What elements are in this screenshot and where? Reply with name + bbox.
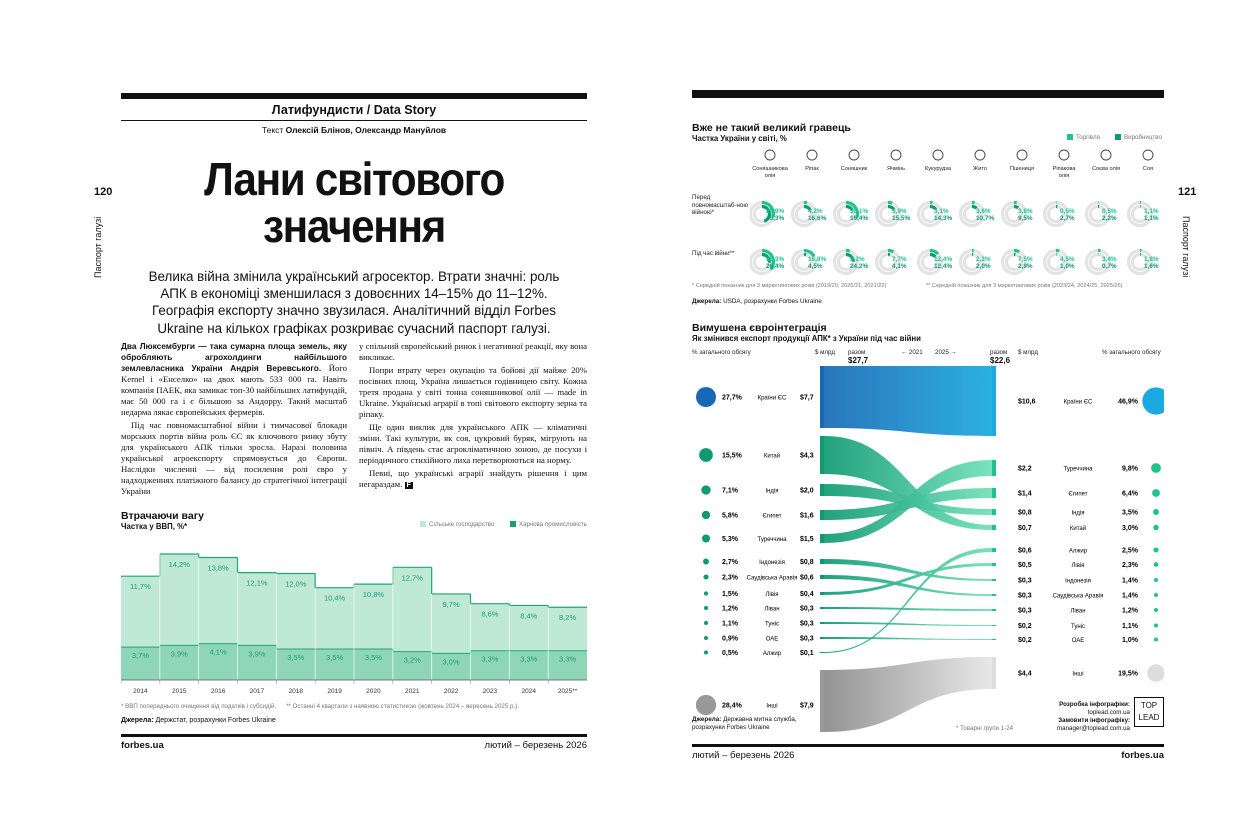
trade-value-label: 3,4% — [1102, 256, 1117, 263]
value-2025: $0,6 — [1018, 547, 1032, 555]
prod-value-label: 4,5% — [808, 263, 823, 270]
page-number: 120 — [94, 186, 113, 198]
share-2025: 19,5% — [1118, 670, 1138, 678]
share-2021: 27,7% — [722, 394, 742, 402]
share-2021: 28,4% — [722, 702, 742, 710]
prod-value-label: 16,6% — [808, 215, 827, 222]
year-tick-label: 2024 — [521, 688, 536, 695]
bar-2021 — [820, 484, 824, 496]
year-tick-label: 2021 — [405, 688, 420, 695]
value-2025: $4,4 — [1018, 670, 1032, 678]
crop-name-line2: олія — [764, 173, 776, 179]
rye-icon — [975, 150, 985, 160]
value-2021: $0,8 — [800, 559, 814, 566]
side-label: Паспорт галузі — [1181, 216, 1191, 278]
bar-2021 — [820, 637, 824, 639]
year-tick-label: 2014 — [133, 688, 148, 695]
section-header: Латифундисти / Data Story — [271, 103, 437, 117]
year-tick-label: 2020 — [366, 688, 381, 695]
bubble-2025 — [1154, 562, 1159, 567]
bubble-2021 — [699, 448, 713, 462]
bubble-2021 — [701, 485, 710, 494]
top-rule — [692, 90, 1164, 98]
share-2025: 1,0% — [1122, 637, 1138, 644]
bar-2025 — [992, 460, 996, 476]
agri-value-label: 10,8% — [362, 590, 385, 600]
country-2025: ОАЕ — [1071, 638, 1085, 644]
bar-2025 — [992, 488, 996, 498]
bubble-2021 — [704, 651, 708, 655]
bar-2025 — [992, 509, 996, 515]
crop-name: Ячмінь — [886, 166, 906, 172]
country-2021: Єгипет — [762, 513, 782, 520]
header-arrow-2021: ← 2021 — [901, 349, 923, 356]
value-2025: $2,2 — [1018, 465, 1032, 473]
crop-name-line2: олія — [1058, 173, 1070, 179]
footer-site: forbes.ua — [1121, 750, 1164, 761]
agri-value-label: 11,7% — [130, 582, 151, 592]
bar-2021 — [820, 510, 824, 520]
crop-name: Ріпак — [805, 166, 819, 172]
bar-2021 — [820, 652, 824, 653]
oil-drop-icon — [1059, 150, 1069, 160]
crop-name: Ріпакова — [1052, 166, 1076, 172]
note-war: ** Середній показник для 3 маркетингових років (2023/24, 2024/25, 2025/26) — [926, 283, 1123, 289]
bubble-2025 — [1152, 489, 1160, 497]
value-2021: $0,3 — [800, 605, 814, 613]
year-tick-label: 2018 — [288, 688, 303, 695]
value-2021: $7,7 — [800, 394, 814, 402]
value-2021: $2,0 — [800, 487, 814, 495]
value-2025: $0,3 — [1018, 577, 1032, 585]
share-chart-title: Вже не такий великий гравець — [692, 122, 851, 134]
prod-value-label: 4,1% — [892, 263, 907, 270]
trade-value-label: 3,6% — [976, 208, 991, 215]
row-label-war: Під час війни** — [692, 250, 735, 257]
footer-issue: лютий – березень 2026 — [692, 750, 795, 761]
prod-value-label: 9,5% — [1018, 215, 1033, 222]
food-value-label: 3,2% — [403, 655, 421, 665]
food-value-label: 3,5% — [364, 652, 382, 662]
footer-site: forbes.ua — [121, 740, 164, 751]
gdp-chart-title: Втрачаючи вагу — [121, 510, 204, 522]
country-2025: Єгипет — [1068, 491, 1088, 498]
source-line-1: Джерела: USDA, розрахунки Forbes Ukraine — [692, 298, 822, 305]
country-2021: Туніс — [765, 621, 779, 628]
agri-value-label: 12,0% — [285, 579, 307, 589]
trade-arc — [1014, 251, 1019, 252]
bar-2021 — [820, 534, 824, 543]
row-label-prewar: Перед повномасштаб-ною війною* — [692, 194, 748, 216]
country-2021: Інші — [766, 703, 778, 710]
corn-icon — [933, 150, 943, 160]
bar-2021 — [820, 622, 824, 624]
food-value-label: 3,5% — [326, 652, 344, 662]
footnote-1: * ВВП попереднього очищення від податків і субсидій. — [121, 703, 277, 710]
crop-name: Жито — [973, 166, 987, 172]
food-value-label: 3,7% — [131, 651, 149, 661]
share-2021: 1,2% — [722, 605, 738, 613]
share-2025: 1,2% — [1122, 607, 1138, 615]
bar-2025 — [992, 579, 996, 581]
trade-value-label: 0,5% — [1060, 208, 1075, 215]
agri-value-label: 13,8% — [207, 563, 229, 573]
value-2025: $0,5 — [1018, 562, 1032, 569]
country-2025: Інші — [1072, 671, 1084, 678]
bubble-2025 — [1153, 525, 1159, 531]
trade-arc — [888, 203, 892, 204]
prod-value-label: 24,2% — [850, 263, 869, 270]
share-2025: 3,0% — [1122, 525, 1138, 532]
value-2025: $0,8 — [1018, 509, 1032, 517]
value-2025: $10,6 — [1018, 398, 1036, 406]
food-value-label: 3,0% — [442, 657, 460, 667]
toplead-logo: TOP LEAD — [1134, 697, 1164, 727]
share-2021: 0,9% — [722, 635, 738, 643]
soy-icon — [1143, 150, 1153, 160]
trade-arc — [846, 251, 850, 252]
bar-2021 — [820, 592, 824, 595]
country-2021: Алжир — [762, 651, 782, 657]
share-2021: 5,8% — [722, 512, 738, 520]
year-tick-label: 2015 — [172, 688, 187, 695]
bubble-2021 — [702, 534, 710, 542]
agri-value-label: 12,1% — [246, 578, 268, 588]
trade-value-label: 16,8% — [808, 256, 827, 263]
bubble-2021 — [702, 511, 710, 519]
prod-value-label: 1,0% — [1060, 263, 1075, 270]
prod-value-label: 2,2% — [1102, 215, 1117, 222]
share-2021: 1,1% — [722, 620, 738, 628]
gdp-share-chart — [121, 530, 587, 700]
bubble-2025 — [1154, 578, 1158, 582]
trade-value-label: 0,5% — [1102, 208, 1117, 215]
bubble-2021 — [704, 636, 708, 640]
prod-value-label: 15,5% — [892, 215, 911, 222]
share-2025: 2,3% — [1122, 562, 1138, 569]
value-2025: $1,4 — [1018, 490, 1032, 498]
share-2025: 46,9% — [1118, 398, 1138, 406]
country-2025: Лівія — [1071, 563, 1085, 569]
prod-value-label: 2,7% — [1060, 215, 1075, 222]
value-2025: $0,7 — [1018, 525, 1032, 532]
drop-icon — [765, 150, 775, 160]
footer-rule — [121, 734, 587, 737]
footer-issue: лютий – березень 2026 — [484, 740, 587, 751]
share-chart-subtitle: Частка України у світі, % — [692, 134, 787, 143]
prod-value-label: 1,6% — [1144, 263, 1159, 270]
crop-name: Соя — [1142, 166, 1154, 172]
header-bn-left: $ млрд — [815, 349, 835, 356]
prod-value-label: 16,4% — [850, 215, 869, 222]
country-2021: Країни ЄС — [757, 395, 787, 402]
agri-value-label: 9,7% — [442, 599, 460, 609]
value-2021: $1,6 — [800, 512, 814, 520]
bubble-2021 — [703, 574, 708, 579]
crop-name: Пшениця — [1009, 166, 1035, 172]
country-2025: Країни ЄС — [1063, 399, 1093, 406]
wheat-icon — [1017, 150, 1027, 160]
trade-value-label: 5,9% — [892, 208, 907, 215]
country-2025: Туніс — [1071, 624, 1085, 630]
side-label: Паспорт галузі — [93, 216, 103, 278]
flow-band — [824, 607, 992, 611]
sunflower-icon — [849, 150, 859, 160]
world-share-rings — [750, 146, 1170, 276]
header-share-left: % загального обсягу — [692, 349, 751, 356]
flow-band — [824, 657, 992, 732]
country-2025: Ліван — [1070, 608, 1086, 615]
bar-2025 — [992, 548, 996, 552]
country-2021: Лівія — [765, 592, 779, 598]
export-chart-subtitle: Як змінився експорт продукції АПК* з України під час війни — [692, 334, 921, 343]
trade-value-label: 12,4% — [934, 256, 953, 263]
value-2025: $0,2 — [1018, 637, 1032, 644]
legend-food: Харчова промисловість — [510, 521, 587, 528]
bar-2025 — [992, 657, 996, 689]
year-tick-label: 2017 — [249, 688, 265, 695]
trade-value-label: 4,5% — [1060, 256, 1075, 263]
trade-value-label: 1,1% — [1144, 208, 1159, 215]
prod-value-label: 2,9% — [1018, 263, 1033, 270]
headline: Лани світового значення — [204, 153, 504, 252]
prod-value-label: 26,4% — [766, 263, 785, 270]
prod-value-label: 14,3% — [934, 215, 953, 222]
bar-2025 — [992, 563, 996, 566]
header-bn-right: $ млрд — [1018, 349, 1038, 356]
body-column-1: Два Люксембурги — така сумарна площа земель, яку обробляють агрохолдинги найбільшого землевласника України Андрія Веревського. Його Kernel і «Енселко» на двох мають 533 000 га. Навіть компанія ПАЕК, яка замикає топ-30 найбільших латифундій, має 50 000 га і є більшою за Андорру. Такий масштаб недарма лякає європейських фермерів. Під час повномасштабної війни і тимчасової блокади морських портів війна роль ЄС як ключового ринку збуту для українського АПК тільки зросла. Наразі половина української агроекспорту спрямовується до Європи. Наслідки численні — від посилення ролі євро у надходженнях платіжного балансу до стратегічної інтеграції України — [121, 341, 347, 496]
flow-band — [824, 622, 992, 626]
value-2021: $0,3 — [800, 635, 814, 643]
note-prewar: * Середній показник для 3 маркетингових років (2019/20, 2020/21, 2021/22) — [692, 283, 887, 289]
trade-value-label: 2,2% — [976, 256, 991, 263]
share-2025: 1,4% — [1122, 577, 1138, 585]
country-2021: Ліван — [764, 606, 780, 613]
legend-agri: Сільське господарство — [420, 521, 494, 528]
trade-value-label: 36,3% — [766, 256, 785, 263]
crop-name: Соняшникова — [752, 166, 788, 172]
crop-name: Соєва олія — [1091, 166, 1121, 172]
bubble-2025 — [1154, 608, 1158, 612]
trade-value-label: 3,8% — [1018, 208, 1033, 215]
bar-2025 — [992, 639, 996, 640]
bubble-2025 — [1154, 638, 1158, 642]
trade-value-label: 30,1% — [850, 208, 869, 215]
bubble-2021 — [704, 591, 708, 595]
food-value-label: 3,9% — [170, 649, 188, 659]
country-2021: ОАЕ — [765, 636, 779, 643]
crop-name: Соняшник — [840, 166, 868, 172]
bar-2025 — [992, 525, 996, 530]
share-2025: 1,4% — [1122, 592, 1138, 600]
food-value-label: 3,5% — [287, 652, 305, 662]
value-2025: $0,3 — [1018, 607, 1032, 615]
share-2025: 2,5% — [1122, 547, 1138, 555]
value-2021: $0,6 — [800, 574, 814, 582]
share-2021: 0,5% — [722, 650, 738, 657]
country-2025: Індонезія — [1065, 578, 1091, 585]
source-line-2: Джерела: Державна митна служба, розрахунки Forbes Ukraine — [692, 716, 797, 731]
country-2025: Алжир — [1068, 548, 1088, 555]
share-2025: 6,4% — [1122, 490, 1138, 498]
bubble-2021 — [696, 387, 716, 407]
country-2021: Індія — [765, 488, 779, 495]
legend-trade: Торгівля — [1067, 134, 1100, 141]
right-page — [626, 0, 1252, 824]
bar-2021 — [820, 366, 824, 428]
prod-value-label: 12,4% — [934, 263, 953, 270]
country-2025: Індія — [1071, 510, 1085, 517]
bubble-2025 — [1142, 387, 1164, 414]
value-2021: $1,5 — [800, 536, 814, 543]
value-2021: $0,4 — [800, 591, 814, 598]
share-2021: 7,1% — [722, 487, 738, 495]
export-chart-title: Вимушена євроінтеграція — [692, 322, 827, 334]
prod-value-label: 2,0% — [976, 263, 991, 270]
bubble-2025 — [1151, 463, 1161, 473]
year-tick-label: 2025** — [557, 688, 578, 695]
share-2021: 15,5% — [722, 452, 742, 460]
bubble-2021 — [704, 606, 708, 610]
lead-paragraph: Велика війна змінила український агросектор. Втрати значні: роль АПК в економіці зменшилася з довоєнних 14–15% до 11–12%. Географія експорту значно звузилася. Аналітичний відділ Forbes Ukraine на кількох графіках розкриває сучасний паспорт галузі. — [148, 269, 560, 336]
trade-value-label: 1,8% — [1144, 256, 1159, 263]
share-2021: 1,5% — [722, 591, 738, 598]
bubble-2025 — [1154, 593, 1158, 597]
share-2021: 5,3% — [722, 536, 738, 543]
bar-2021 — [820, 607, 824, 609]
footer-rule — [692, 744, 1164, 747]
bubble-2025 — [1153, 547, 1158, 552]
bubble-2021 — [703, 559, 709, 565]
rapeseed-icon — [807, 150, 817, 160]
byline: Текст Олексій Блінов, Олександр Мануйлов — [261, 125, 447, 135]
gdp-chart-subtitle: Частка у ВВП, %* — [121, 522, 188, 531]
agri-value-label: 10,4% — [323, 593, 346, 603]
footnote-2: ** Останні 4 квартали з наявною статистикою (жовтень 2024 – вересень 2025 р.). — [286, 703, 519, 710]
share-2025: 9,8% — [1122, 465, 1138, 473]
agri-value-label: 8,6% — [481, 609, 499, 619]
value-2021: $4,3 — [800, 452, 814, 460]
credits: Розробка інфографіки: toplead.com.ua Замовити інфографіку: manager@toplead.com.ua — [1056, 701, 1130, 732]
trade-value-label: 3,1% — [934, 208, 949, 215]
agri-value-label: 8,4% — [520, 611, 538, 621]
year-tick-label: 2023 — [482, 688, 498, 695]
barley-icon — [891, 150, 901, 160]
bubble-2025 — [1153, 509, 1159, 515]
agri-value-label: 12,7% — [401, 573, 423, 583]
value-2025: $0,3 — [1018, 592, 1032, 600]
country-2025: Саудівська Аравія — [1052, 593, 1104, 600]
bar-2021 — [820, 575, 824, 579]
page-number: 121 — [1178, 186, 1197, 198]
food-value-label: 3,3% — [520, 654, 538, 664]
share-2025: 3,5% — [1122, 509, 1138, 517]
trade-value-label: 29,9% — [766, 208, 785, 215]
trade-value-label: 5,2% — [850, 256, 865, 263]
share-2025: 1,1% — [1122, 623, 1138, 630]
bar-2021 — [820, 436, 824, 474]
bar-2021 — [820, 559, 824, 564]
country-2025: Туреччина — [1063, 466, 1093, 473]
country-2021: Туреччина — [757, 537, 787, 543]
food-value-label: 3,3% — [481, 654, 499, 664]
header-rule — [121, 120, 587, 121]
soy-oil-icon — [1101, 150, 1111, 160]
bar-2025 — [992, 625, 996, 626]
value-2021: $7,9 — [800, 702, 814, 710]
country-2021: Саудівська Аравія — [746, 575, 798, 582]
trade-value-label: 7,5% — [1018, 256, 1033, 263]
food-value-label: 3,3% — [559, 654, 577, 664]
food-value-label: 4,1% — [209, 647, 227, 657]
country-2021: Китай — [763, 453, 781, 460]
trade-value-label: 7,7% — [892, 256, 907, 263]
country-2021: Індонезія — [759, 560, 785, 566]
year-tick-label: 2019 — [327, 688, 342, 695]
value-2021: $0,3 — [800, 620, 814, 628]
bubble-2025 — [1147, 664, 1164, 682]
header-total-2025: разом $22,6 — [990, 349, 1011, 365]
crop-name: Кукурудза — [925, 166, 951, 172]
legend-production: Виробництво — [1115, 134, 1162, 141]
year-tick-label: 2022 — [443, 688, 459, 695]
bubble-2021 — [704, 621, 708, 625]
source-line: Джерела: Держстат, розрахунки Forbes Ukraine — [121, 717, 276, 724]
agri-value-label: 14,2% — [168, 559, 190, 569]
export-flow-chart — [692, 366, 1164, 736]
top-rule — [121, 93, 587, 99]
country-2025: Китай — [1069, 526, 1087, 532]
end-mark: F — [406, 482, 411, 489]
value-2025: $0,2 — [1018, 623, 1032, 630]
bar-2025 — [992, 594, 996, 596]
value-2021: $0,1 — [800, 650, 814, 657]
bubble-2021 — [696, 695, 716, 715]
bubble-2025 — [1154, 624, 1158, 628]
header-total-2021: разом $27,7 — [848, 349, 869, 365]
bar-2025 — [992, 366, 996, 436]
goods-note: * Товарні групи 1-24 — [956, 725, 1014, 732]
year-tick-label: 2016 — [210, 688, 226, 695]
header-share-right: % загального обсягу — [1102, 349, 1161, 356]
prod-value-label: 45,3% — [766, 215, 785, 222]
trade-value-label: 4,2% — [808, 208, 823, 215]
trade-arc — [888, 251, 893, 252]
share-2021: 2,7% — [722, 559, 738, 566]
agri-value-label: 8,2% — [559, 613, 577, 623]
prod-value-label: 10,7% — [976, 215, 995, 222]
prod-value-label: 0,7% — [1102, 263, 1117, 270]
bar-2025 — [992, 609, 996, 611]
prod-value-label: 1,1% — [1144, 215, 1159, 222]
share-2021: 2,3% — [722, 574, 738, 582]
body-column-2: у спільний європейський ринок і негативної реакції, яку вона викликає. Попри втрату через окупацію та бойові дії майже 20% посівних площ, Україна лишається годівницею світу. Кожна третя продана у світі тонна соняшникової олії — made in Ukraine. Українські аграрії в топі світового експорту зерна та ріпаку. Ще один виклик для українського АПК — кліматичні зміни. Такі культури, як соя, цукровий буряк, мігрують на північ. А південь стає агрокліматичною зоною, де посухи і періодичного стихійного лиха перетворюються на норму. Певні, що українські аграрії знайдуть рішення і цим негараздам. F — [359, 341, 587, 489]
flow-band — [824, 637, 992, 640]
header-arrow-2025: 2025 → — [935, 349, 957, 356]
food-value-label: 3,9% — [248, 649, 266, 659]
flow-band — [824, 366, 992, 436]
